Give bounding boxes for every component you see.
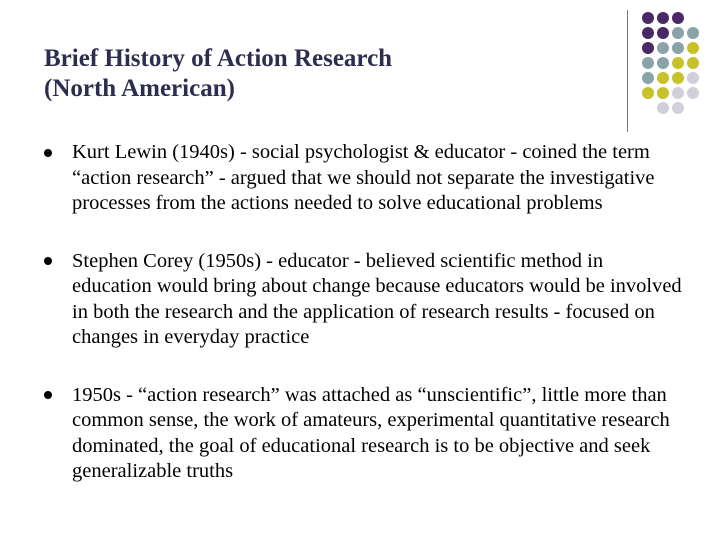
decorative-dot xyxy=(657,12,669,24)
bullet-dot-icon xyxy=(44,146,52,159)
bullet-dot-icon xyxy=(44,255,52,268)
decorative-dot xyxy=(657,72,669,84)
bullet-text: 1950s - “action research” was attached as “unscientific”, little more than common sense, the work of amateurs, experimental quantitative research dominated, the goal of educational research is to be objective and seek generalizable truths xyxy=(72,383,670,482)
decorative-dot xyxy=(672,87,684,99)
slide-title-line-1: Brief History of Action Research xyxy=(44,45,393,72)
bullet-item xyxy=(44,140,684,217)
decorative-dot xyxy=(657,57,669,69)
bullet-text: Kurt Lewin (1940s) - social psychologist & educator - coined the term “action research” - argued that we should not separate the investigative processes from the actions needed to solve educational problems xyxy=(72,141,655,214)
vertical-divider xyxy=(627,10,628,132)
decorative-dot xyxy=(672,102,684,114)
decorative-dot xyxy=(642,87,654,99)
decorative-dot xyxy=(657,102,669,114)
slide-title xyxy=(44,44,604,104)
decorative-dot xyxy=(657,27,669,39)
slide-title-line-2: (North American) xyxy=(44,75,235,102)
decorative-dot xyxy=(687,72,699,84)
bullet-dot-icon xyxy=(44,389,52,402)
decorative-dot xyxy=(657,87,669,99)
decorative-dot xyxy=(672,57,684,69)
decorative-dot xyxy=(672,27,684,39)
decorative-dot xyxy=(642,42,654,54)
bullet-list xyxy=(44,140,684,485)
decorative-dot xyxy=(642,12,654,24)
decorative-dot xyxy=(687,27,699,39)
bullet-item xyxy=(44,383,684,485)
decorative-dot xyxy=(672,42,684,54)
decorative-dot xyxy=(657,42,669,54)
decorative-dot-grid xyxy=(640,10,720,120)
bullet-item xyxy=(44,249,684,351)
bullet-text: Stephen Corey (1950s) - educator - believed scientific method in education would bring about change because educators would be involved in both the research and the application of research results - focused on changes in everyday practice xyxy=(72,249,682,348)
decorative-dot xyxy=(687,57,699,69)
decorative-dot xyxy=(687,42,699,54)
decorative-dot xyxy=(642,27,654,39)
decorative-dot xyxy=(672,72,684,84)
decorative-dot xyxy=(687,87,699,99)
decorative-dot xyxy=(642,72,654,84)
decorative-dot xyxy=(672,12,684,24)
dot-grid-graphic xyxy=(640,10,720,120)
decorative-dot xyxy=(642,57,654,69)
